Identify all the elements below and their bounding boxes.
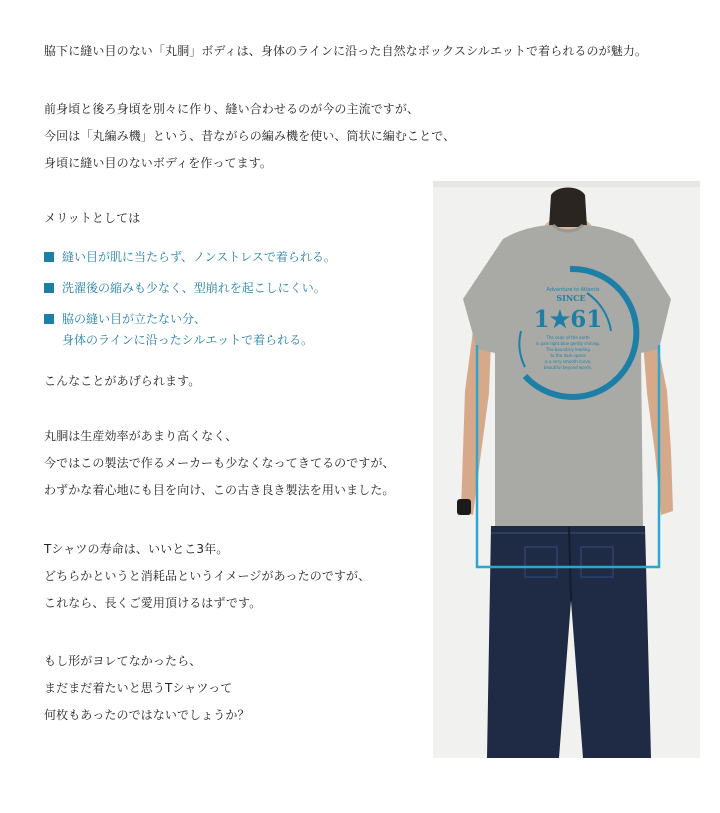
text-line: まだまだ着たいと思うTシャツって	[44, 681, 233, 695]
merit-list	[44, 248, 336, 362]
print-body-line: beautiful beyond words.	[543, 365, 593, 370]
paragraph-question	[44, 648, 250, 729]
product-photo	[433, 181, 700, 758]
paragraph-merit-outro	[44, 368, 200, 395]
text-line: メリットとしては	[44, 211, 141, 225]
text-line: 前身頃と後ろ身頃を別々に作り、縫い合わせるのが今の主流ですが、	[44, 102, 420, 116]
text-line: こんなことがあげられます。	[44, 374, 201, 388]
paragraph-merit-intro	[44, 205, 140, 232]
print-body-line: is pale light blue gently shining.	[536, 341, 600, 346]
text-line: 身頃に縫い目のないボディを作ってます。	[44, 156, 272, 170]
paragraph-production	[44, 423, 395, 504]
print-number-text: 1★61	[533, 306, 603, 333]
merit-text: 身体のラインに沿ったシルエットで着られる。	[62, 333, 314, 347]
bullet-square-icon	[44, 252, 54, 262]
text-line: これなら、長くご愛用頂けるはずです。	[44, 596, 262, 610]
merit-item	[44, 279, 336, 300]
merit-text: 脇の縫い目が立たない分、	[62, 312, 207, 326]
paragraph-intro	[44, 38, 647, 65]
paragraph-construction	[44, 96, 455, 177]
text-line: 今ではこの製法で作るメーカーも少なくなってきてるのですが、	[44, 456, 395, 470]
paragraph-lifespan	[44, 536, 370, 617]
text-line: もし形がヨレてなかったら、	[44, 654, 202, 668]
print-body-line: The color of the earth	[546, 335, 590, 340]
print-since-text: SINCE	[556, 293, 586, 303]
merit-item	[44, 310, 336, 352]
bullet-square-icon	[44, 314, 54, 324]
tshirt-back-illustration	[433, 181, 700, 758]
text-line: どちらかというと消耗品というイメージがあったのですが、	[44, 569, 371, 583]
print-body-line: is a very smooth curve,	[544, 359, 592, 364]
text-line: Tシャツの寿命は、いいとこ3年。	[44, 542, 229, 556]
watch-icon	[457, 499, 471, 515]
print-top-text: Adventure to Atlantis	[546, 287, 600, 293]
text-line: 何枚もあったのではないでしょうか？	[44, 708, 250, 722]
text-line: 丸胴は生産効率があまり高くなく、	[44, 429, 238, 443]
merit-text: 洗濯後の縮みも少なく、型崩れを起こしにくい。	[62, 281, 326, 295]
print-body-line: to the dark space	[550, 353, 586, 358]
merit-text: 縫い目が肌に当たらず、ノンストレスで着られる。	[62, 250, 336, 264]
merit-item	[44, 248, 336, 269]
text-line: 今回は「丸編み機」という、昔ながらの編み機を使い、筒状に編むことで、	[44, 129, 456, 143]
print-body-line: The boundary leading	[546, 347, 590, 352]
bullet-square-icon	[44, 283, 54, 293]
text-line: わずかな着心地にも目を向け、この古き良き製法を用いました。	[44, 483, 395, 497]
hair	[549, 188, 587, 228]
text-line: 脇下に縫い目のない「丸胴」ボディは、身体のラインに沿った自然なボックスシルエットで着られるのが魅力。	[44, 44, 648, 58]
